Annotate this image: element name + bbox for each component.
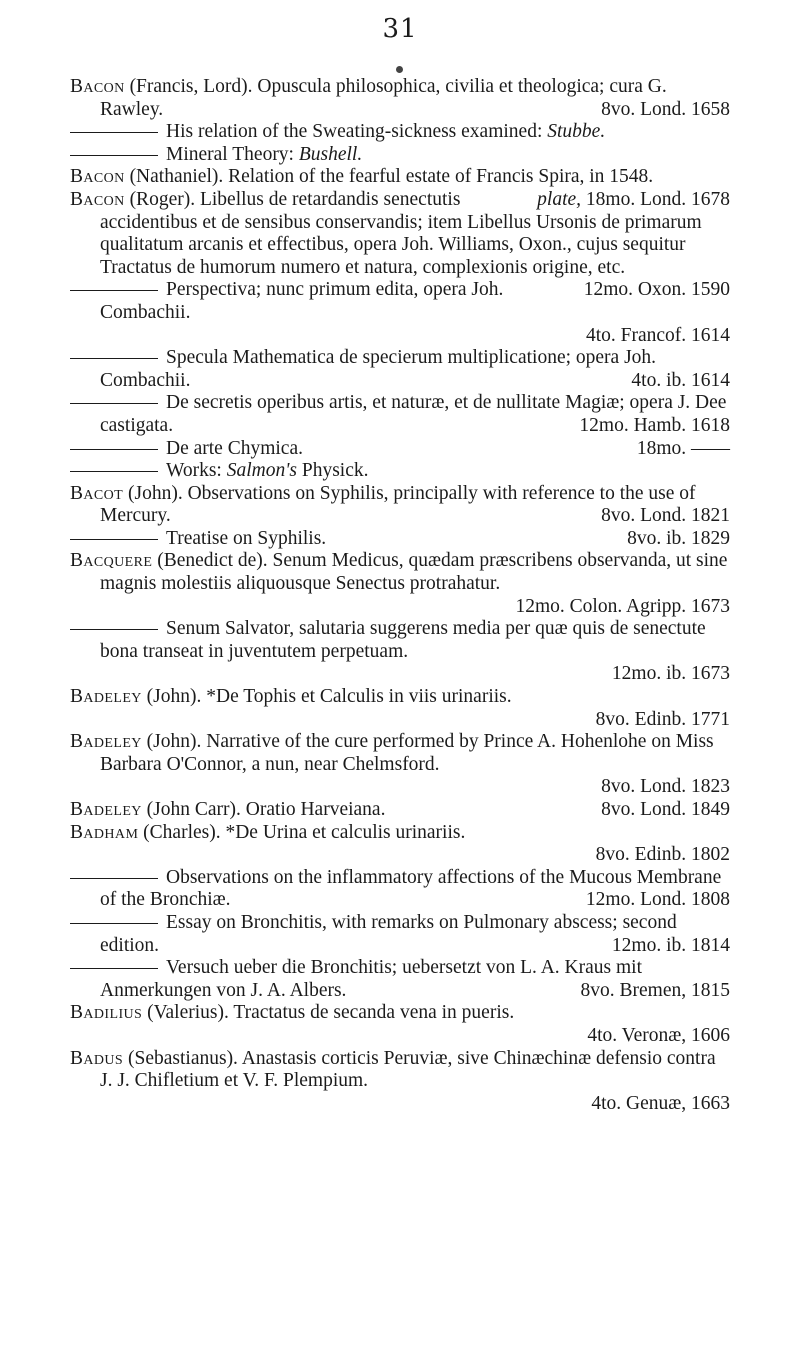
entry (70, 799, 730, 822)
ditto-dash (70, 358, 158, 359)
entry-text: De secretis operibus artis, et naturæ, et de nullitate Magiæ; opera J. Dee castigata. (100, 392, 727, 436)
entry-imprint (537, 189, 730, 212)
entry (70, 912, 730, 957)
entry-text-tail: Physick. (296, 460, 369, 482)
entry (70, 438, 730, 461)
entry-text: (Francis, Lord). Opuscula philosophica, civilia et theologica; cura G. Rawley. (100, 76, 667, 120)
entry-author: Badeley (70, 731, 142, 753)
entry-author: Bacon (70, 188, 125, 210)
entry-imprint-text: 18mo. Lond. 1678 (581, 188, 730, 210)
entry-imprint-italic: plate, (537, 188, 582, 210)
ornament-dot (396, 66, 403, 73)
ditto-dash (70, 132, 158, 133)
ditto-dash (70, 923, 158, 924)
entry-imprint: 8vo. Bremen, 1815 (580, 979, 730, 1001)
entry-text: Essay on Bronchitis, with remarks on Pulmonary abscess; second edition. (100, 911, 677, 956)
entry-imprint: 12mo. Oxon. 1590 (583, 279, 730, 301)
entry-text: (John). Observations on Syphilis, principally with reference to the use of Mercury. (100, 482, 696, 527)
entry (70, 166, 730, 210)
entry-text: (John Carr). Oratio Harveiana. (141, 799, 386, 820)
entry-text: (Benedict de). Senum Medicus, quædam præscribens observanda, ut sine magnis molestiis aliquousque Senectus protrahatur. (100, 550, 728, 595)
entry-imprint: 12mo. Lond. 1808 (585, 889, 730, 911)
page-number: 31 (382, 14, 418, 44)
entry-imprint: 8vo. Lond. 1849 (601, 799, 730, 820)
entry-imprint: 18mo. —— (636, 437, 730, 459)
entry-text: (Roger). Libellus de retardandis senectutis accidentibus et de sensibus conservandis; item Libellus Ursonis de primarum qualitatum arcanis et effectibus, opera Joh. Williams, Oxon., cujus sequitur Tractatus de humorum numero et natura, complexionis origine, etc. (100, 188, 702, 278)
entry-text: Senum Salvator, salutaria suggerens media per quæ quis de senectute bona transeat in juventutem perpetuam. (100, 618, 706, 662)
entry-text: (Charles). *De Urina et calculis urinariis. (138, 821, 466, 843)
entry-author: Bacon (70, 76, 125, 97)
entry (70, 957, 730, 1002)
entry-text: Treatise on Syphilis. (166, 527, 327, 549)
entry-text: Specula Mathematica de specierum multiplicatione; opera Joh. Combachii. (100, 347, 657, 391)
ditto-dash (70, 471, 158, 472)
entry (70, 822, 730, 867)
bibliography-list (70, 76, 730, 1115)
entry-imprint: 12mo. Hamb. 1618 (579, 414, 730, 436)
entry-imprint: 12mo. ib. 1814 (611, 934, 730, 956)
entry-imprint: 4to. Veronæ, 1606 (587, 1024, 730, 1046)
ditto-dash (70, 449, 158, 450)
entry (70, 618, 730, 686)
entry (70, 392, 730, 437)
entry (70, 550, 730, 618)
entry-imprint: 4to. Francof. 1614 (585, 324, 730, 346)
entry-text: (Valerius). Tractatus de secanda vena in pueris. (142, 1002, 515, 1024)
entry-author: Bacquere (70, 550, 153, 572)
ditto-dash (70, 878, 158, 879)
entry-text: (John). Narrative of the cure performed by Prince A. Hohenlohe on Miss Barbara O'Connor, a nun, near Chelmsford. (100, 731, 714, 775)
entry-text: Perspectiva; nunc primum edita, opera Joh. Combachii. (100, 279, 504, 323)
entry (70, 731, 730, 799)
entry-imprint: 12mo. ib. 1673 (611, 663, 730, 685)
entry (70, 76, 730, 121)
entry-note: Stubbe. (547, 121, 606, 143)
entry-imprint: 4to. Genuæ, 1663 (591, 1092, 730, 1114)
ditto-dash (70, 968, 158, 969)
ditto-dash (70, 290, 158, 291)
entry (70, 867, 730, 912)
entry-imprint: 8vo. ib. 1829 (627, 527, 730, 549)
entry-author: Badilius (70, 1002, 143, 1024)
entry-author: Bacot (70, 482, 124, 504)
entry (70, 483, 730, 528)
entry (70, 528, 730, 551)
entry-text: Observations on the inflammatory affections of the Mucous Membrane of the Bronchiæ. (100, 866, 722, 911)
entry-text: Works: (166, 460, 227, 482)
entry-author: Badus (70, 1047, 124, 1069)
entry (70, 144, 730, 167)
entry-note: Bushell. (298, 143, 363, 165)
entry (70, 1048, 730, 1116)
entry (70, 460, 730, 483)
ditto-dash (70, 403, 158, 404)
entry-imprint: 8vo. Edinb. 1771 (595, 708, 730, 730)
entry (70, 121, 730, 144)
entry-note: Salmon's (226, 460, 297, 482)
ditto-dash (70, 629, 158, 630)
entry-text: (John). *De Tophis et Calculis in viis urinariis. (141, 686, 512, 708)
ditto-dash (70, 539, 158, 540)
entry-text: Versuch ueber die Bronchitis; uebersetzt von L. A. Kraus mit Anmerkungen von J. A. Albers. (100, 957, 643, 1001)
entry (70, 347, 730, 392)
entry-text: Mineral Theory: (166, 143, 299, 165)
entry (70, 686, 730, 731)
entry-imprint: 12mo. Colon. Agripp. 1673 (515, 595, 730, 617)
entry-imprint: 4to. ib. 1614 (631, 369, 730, 391)
entry-text: (Sebastianus). Anastasis corticis Peruviæ, sive Chinæchinæ defensio contra J. J. Chifletium et V. F. Plempium. (100, 1047, 716, 1092)
entry-author: Bacon (70, 166, 125, 188)
entry-imprint: 8vo. Lond. 1823 (601, 776, 730, 798)
entry-author: Badham (70, 821, 139, 843)
entry-imprint: 8vo. Edinb. 1802 (595, 844, 730, 866)
entry-text: (Nathaniel). Relation of the fearful estate of Francis Spira, in 1548. (124, 166, 654, 188)
entry-author: Badeley (70, 799, 142, 820)
entry-text: His relation of the Sweating-sickness examined: (166, 121, 548, 143)
entry (70, 1002, 730, 1047)
entry-text: De arte Chymica. (166, 437, 303, 459)
ditto-dash (70, 155, 158, 156)
entry-author: Badeley (70, 686, 142, 708)
entry-imprint: 8vo. Lond. 1658 (601, 98, 730, 120)
entry-imprint: 8vo. Lond. 1821 (601, 505, 730, 527)
